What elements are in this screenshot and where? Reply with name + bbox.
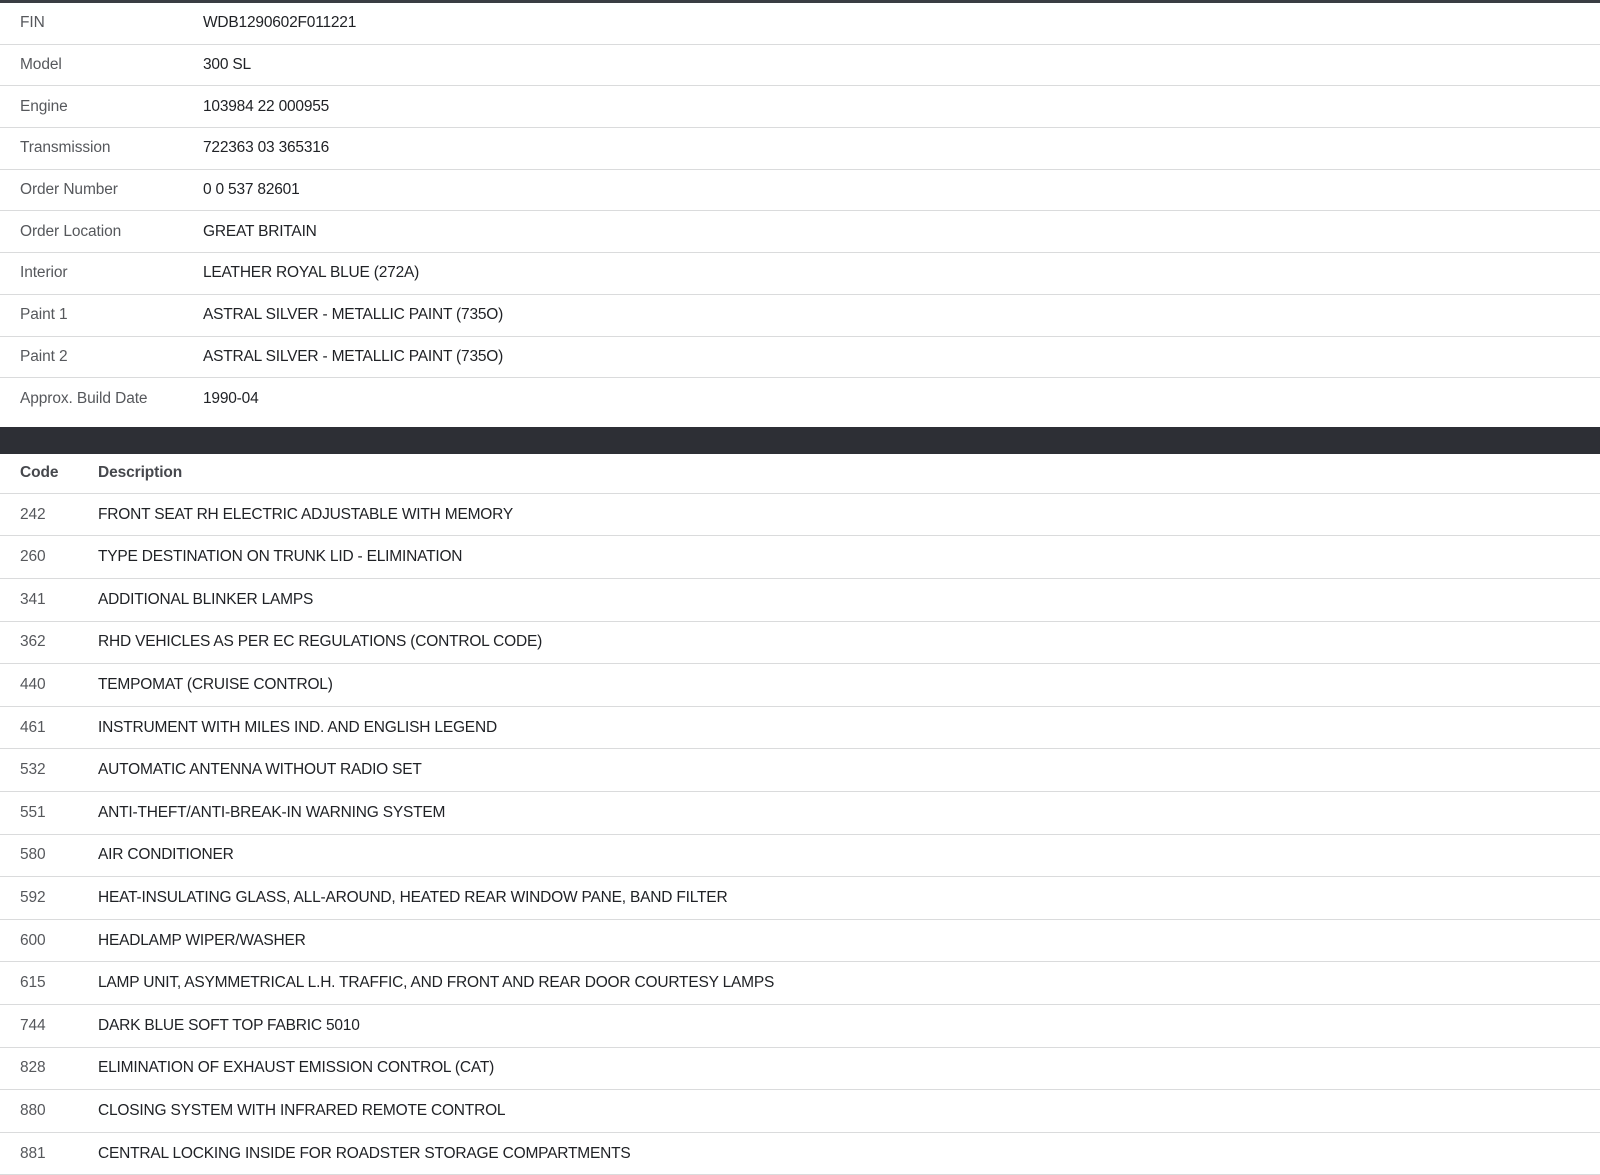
- option-description: HEADLAMP WIPER/WASHER: [98, 931, 306, 949]
- info-value: LEATHER ROYAL BLUE (272A): [203, 264, 420, 282]
- option-description: LAMP UNIT, ASYMMETRICAL L.H. TRAFFIC, AND FRONT AND REAR DOOR COURTESY LAMPS: [98, 974, 775, 992]
- option-code: 880: [20, 1101, 46, 1119]
- info-label: Interior: [20, 264, 68, 282]
- info-value: WDB1290602F011221: [203, 14, 357, 32]
- option-code: 828: [20, 1059, 46, 1077]
- option-code-row: [0, 962, 1600, 1005]
- section-divider-bar: [0, 427, 1600, 454]
- option-code-row: [0, 622, 1600, 665]
- option-code-row: [0, 1005, 1600, 1048]
- option-description: ADDITIONAL BLINKER LAMPS: [98, 590, 314, 608]
- option-code: 440: [20, 676, 46, 694]
- option-description: INSTRUMENT WITH MILES IND. AND ENGLISH LEGEND: [98, 718, 497, 736]
- info-value: 722363 03 365316: [203, 139, 330, 157]
- option-description: ANTI-THEFT/ANTI-BREAK-IN WARNING SYSTEM: [98, 803, 446, 821]
- vehicle-info-row: [0, 253, 1600, 295]
- option-description: AIR CONDITIONER: [98, 846, 234, 864]
- info-label: Transmission: [20, 139, 111, 157]
- option-codes-rows: [0, 494, 1600, 1175]
- option-description: AUTOMATIC ANTENNA WITHOUT RADIO SET: [98, 761, 422, 779]
- option-code: 744: [20, 1016, 46, 1034]
- description-column-header: Description: [98, 464, 183, 482]
- info-value: 0 0 537 82601: [203, 181, 300, 199]
- vehicle-info-row: [0, 86, 1600, 128]
- option-code: 592: [20, 889, 46, 907]
- info-label: Paint 2: [20, 347, 68, 365]
- info-value: ASTRAL SILVER - METALLIC PAINT (735O): [203, 347, 504, 365]
- code-column-header: Code: [20, 464, 59, 482]
- info-label: Model: [20, 56, 62, 74]
- option-code-row: [0, 664, 1600, 707]
- option-description: HEAT-INSULATING GLASS, ALL-AROUND, HEATED REAR WINDOW PANE, BAND FILTER: [98, 889, 728, 907]
- info-value: 103984 22 000955: [203, 97, 330, 115]
- info-label: Order Location: [20, 222, 122, 240]
- option-code-row: [0, 749, 1600, 792]
- option-code: 881: [20, 1144, 46, 1162]
- vehicle-info-row: [0, 295, 1600, 337]
- info-value: 300 SL: [203, 56, 251, 74]
- option-code-row: [0, 877, 1600, 920]
- options-table-header-row: [0, 454, 1600, 494]
- option-description: ELIMINATION OF EXHAUST EMISSION CONTROL (CAT): [98, 1059, 495, 1077]
- option-description: FRONT SEAT RH ELECTRIC ADJUSTABLE WITH MEMORY: [98, 505, 514, 523]
- vehicle-info-table: [0, 3, 1600, 420]
- option-code: 341: [20, 590, 46, 608]
- option-description: CENTRAL LOCKING INSIDE FOR ROADSTER STORAGE COMPARTMENTS: [98, 1144, 631, 1162]
- option-code-row: [0, 920, 1600, 963]
- option-code: 615: [20, 974, 46, 992]
- option-code-row: [0, 494, 1600, 537]
- option-code-row: [0, 1048, 1600, 1091]
- info-label: Approx. Build Date: [20, 390, 148, 408]
- info-label: FIN: [20, 14, 45, 32]
- option-code-row: [0, 707, 1600, 750]
- vehicle-info-row: [0, 378, 1600, 420]
- option-code: 362: [20, 633, 46, 651]
- info-label: Order Number: [20, 181, 118, 199]
- option-code: 242: [20, 505, 46, 523]
- vehicle-info-row: [0, 128, 1600, 170]
- option-code-row: [0, 792, 1600, 835]
- option-description: RHD VEHICLES AS PER EC REGULATIONS (CONTROL CODE): [98, 633, 543, 651]
- option-code: 580: [20, 846, 46, 864]
- option-code-row: [0, 1133, 1600, 1175]
- option-code: 461: [20, 718, 46, 736]
- vehicle-info-row: [0, 3, 1600, 45]
- vehicle-info-row: [0, 211, 1600, 253]
- info-value: ASTRAL SILVER - METALLIC PAINT (735O): [203, 306, 504, 324]
- option-code-row: [0, 536, 1600, 579]
- option-code-row: [0, 579, 1600, 622]
- option-description: DARK BLUE SOFT TOP FABRIC 5010: [98, 1016, 360, 1034]
- option-description: TYPE DESTINATION ON TRUNK LID - ELIMINATION: [98, 548, 463, 566]
- option-description: TEMPOMAT (CRUISE CONTROL): [98, 676, 333, 694]
- option-codes-table: [0, 454, 1600, 1175]
- vehicle-info-row: [0, 337, 1600, 379]
- info-label: Paint 1: [20, 306, 68, 324]
- option-code: 600: [20, 931, 46, 949]
- info-value: 1990-04: [203, 390, 259, 408]
- option-code: 551: [20, 803, 46, 821]
- info-value: GREAT BRITAIN: [203, 222, 317, 240]
- vehicle-info-row: [0, 170, 1600, 212]
- vehicle-info-row: [0, 45, 1600, 87]
- option-code: 532: [20, 761, 46, 779]
- option-code-row: [0, 1090, 1600, 1133]
- option-code-row: [0, 835, 1600, 878]
- info-label: Engine: [20, 97, 68, 115]
- option-description: CLOSING SYSTEM WITH INFRARED REMOTE CONTROL: [98, 1101, 506, 1119]
- option-code: 260: [20, 548, 46, 566]
